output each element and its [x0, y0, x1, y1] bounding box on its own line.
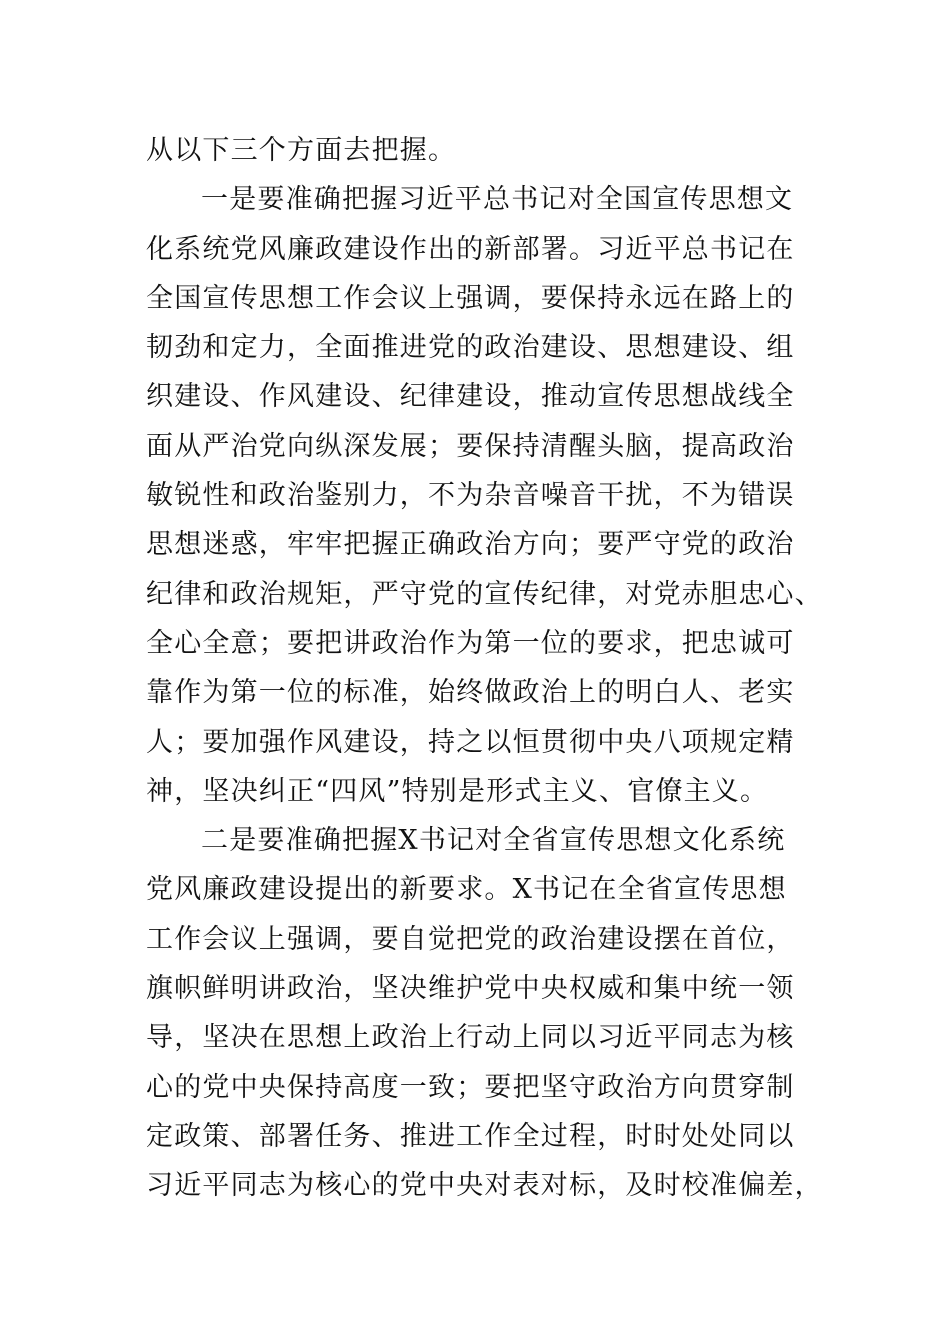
text-line: 面从严治党向纵深发展；要保持清醒头脑，提高政治 [146, 430, 795, 462]
text-line: 神，坚决纠正“四风”特别是形式主义、官僚主义。 [146, 775, 769, 807]
text-line: 党风廉政建设提出的新要求。X书记在全省宣传思想 [146, 874, 787, 906]
text-line: 从以下三个方面去把握。 [146, 135, 457, 166]
text-line: 思想迷惑，牢牢把握正确政治方向；要严守党的政治 [146, 529, 795, 561]
body-text [146, 126, 823, 1211]
text-line: 导，坚决在思想上政治上行动上同以习近平同志为核 [146, 1022, 795, 1054]
text-line: 工作会议上强调，要自觉把党的政治建设摆在首位， [146, 923, 795, 955]
text-line: 人；要加强作风建设，持之以恒贯彻中央八项规定精 [146, 726, 795, 758]
text-line: 旗帜鲜明讲政治，坚决维护党中央权威和集中统一领 [146, 973, 795, 1005]
text-line: 定政策、部署任务、推进工作全过程，时时处处同以 [146, 1120, 795, 1152]
text-line: 敏锐性和政治鉴别力，不为杂音噪音干扰，不为错误 [146, 480, 795, 512]
text-line: 心的党中央保持高度一致；要把坚守政治方向贯穿制 [146, 1071, 795, 1103]
text-line: 靠作为第一位的标准，始终做政治上的明白人、老实 [146, 677, 795, 709]
text-line: 纪律和政治规矩，严守党的宣传纪律，对党赤胆忠心、 [146, 578, 823, 610]
paragraph-start-line: 一是要准确把握习近平总书记对全国宣传思想文 [201, 184, 794, 216]
text-line: 习近平同志为核心的党中央对表对标，及时校准偏差， [146, 1170, 823, 1202]
text-line: 韧劲和定力，全面推进党的政治建设、思想建设、组 [146, 332, 795, 364]
text-line: 全国宣传思想工作会议上强调，要保持永远在路上的 [146, 282, 795, 314]
text-line: 全心全意；要把讲政治作为第一位的要求，把忠诚可 [146, 627, 795, 659]
text-line: 织建设、作风建设、纪律建设，推动宣传思想战线全 [146, 381, 795, 413]
paragraph-start-line: 二是要准确把握X书记对全省宣传思想文化系统 [201, 825, 786, 857]
text-line: 化系统党风廉政建设作出的新部署。习近平总书记在 [146, 233, 795, 265]
